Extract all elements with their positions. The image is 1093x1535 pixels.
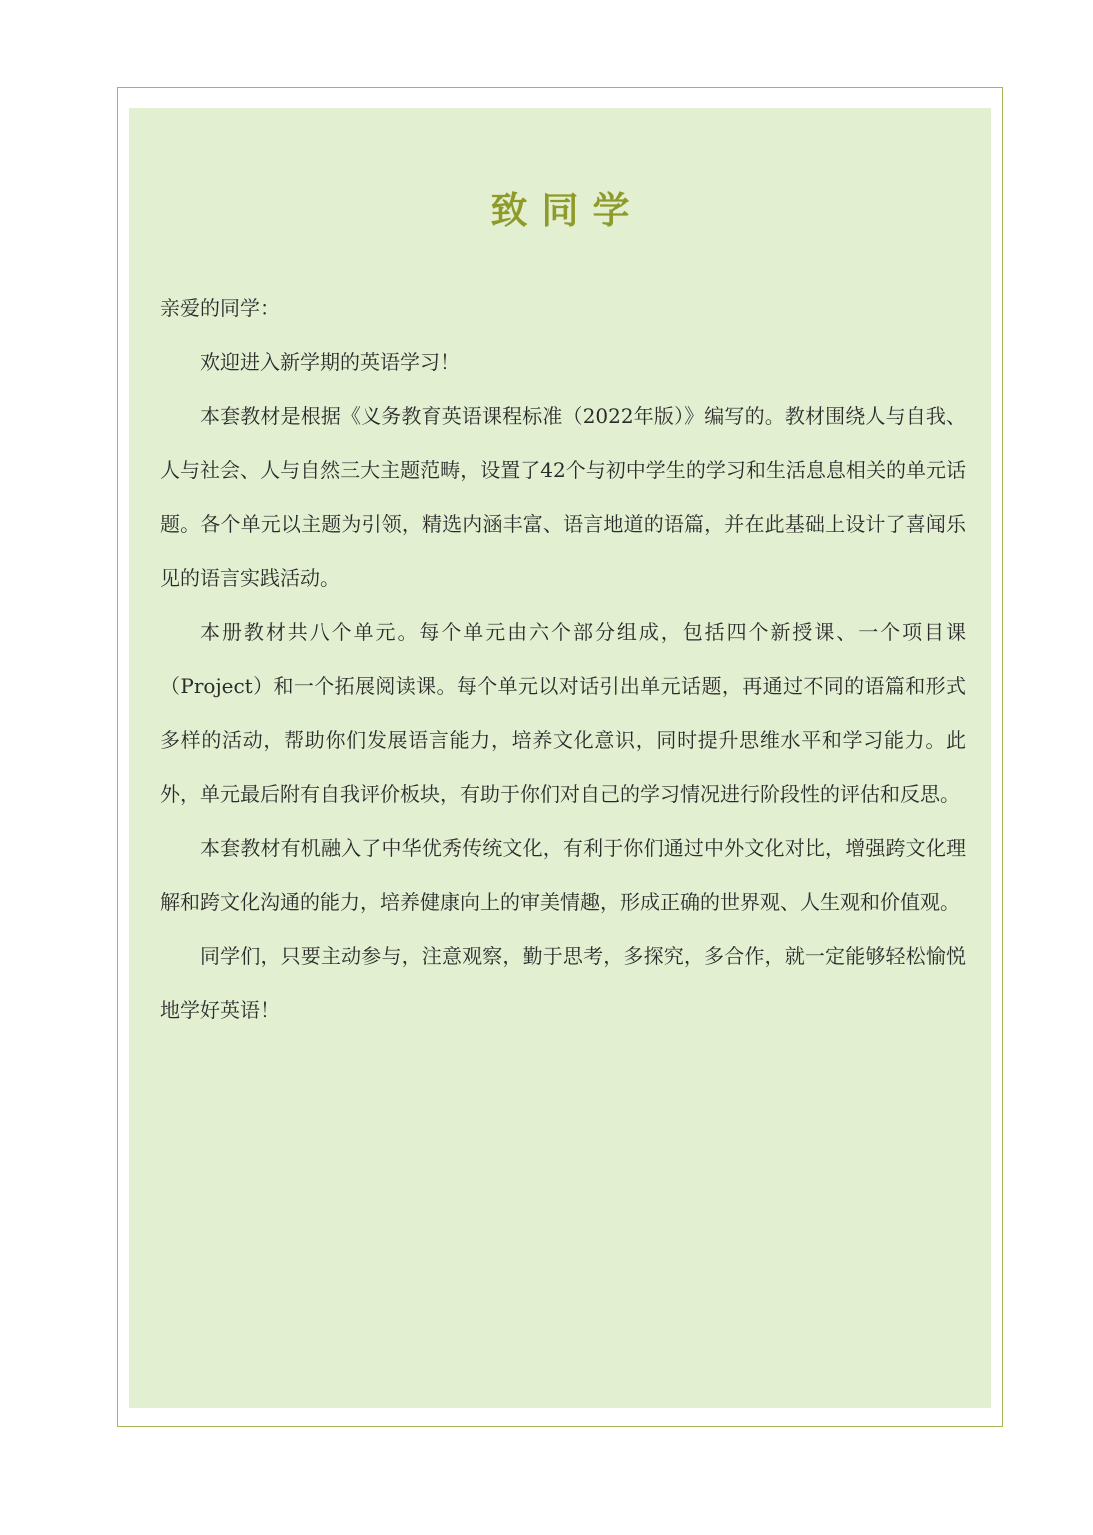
letter-title: 致同学 [490, 188, 644, 232]
paragraph-book-structure: 本册教材共八个单元。每个单元由六个部分组成，包括四个新授课、一个项目课（Project）和一个拓展阅读课。每个单元以对话引出单元话题，再通过不同的语篇和形式多样的活动，帮助你们发展语言能力，培养文化意识，同时提升思维水平和学习能力。此外，单元最后附有自我评价板块，有助于你们对自己的学习情况进行阶段性的评估和反思。 [160, 620, 966, 806]
paragraph-culture: 本套教材有机融入了中华优秀传统文化，有利于你们通过中外文化对比，增强跨文化理解和跨文化沟通的能力，培养健康向上的审美情趣，形成正确的世界观、人生观和价值观。 [160, 836, 966, 914]
paragraph-textbook-basis: 本套教材是根据《义务教育英语课程标准（2022年版）》编写的。教材围绕人与自我、人与社会、人与自然三大主题范畴，设置了42个与初中学生的学习和生活息息相关的单元话题。各个单元以主题为引领，精选内涵丰富、语言地道的语篇，并在此基础上设计了喜闻乐见的语言实践活动。 [160, 404, 966, 590]
salutation: 亲爱的同学： [160, 296, 280, 320]
paragraph-welcome: 欢迎进入新学期的英语学习！ [200, 350, 460, 374]
letter-body [160, 281, 966, 1037]
paragraph-encouragement: 同学们，只要主动参与，注意观察，勤于思考，多探究，多合作，就一定能够轻松愉悦地学好英语！ [160, 944, 966, 1022]
letter-panel [129, 108, 991, 1408]
